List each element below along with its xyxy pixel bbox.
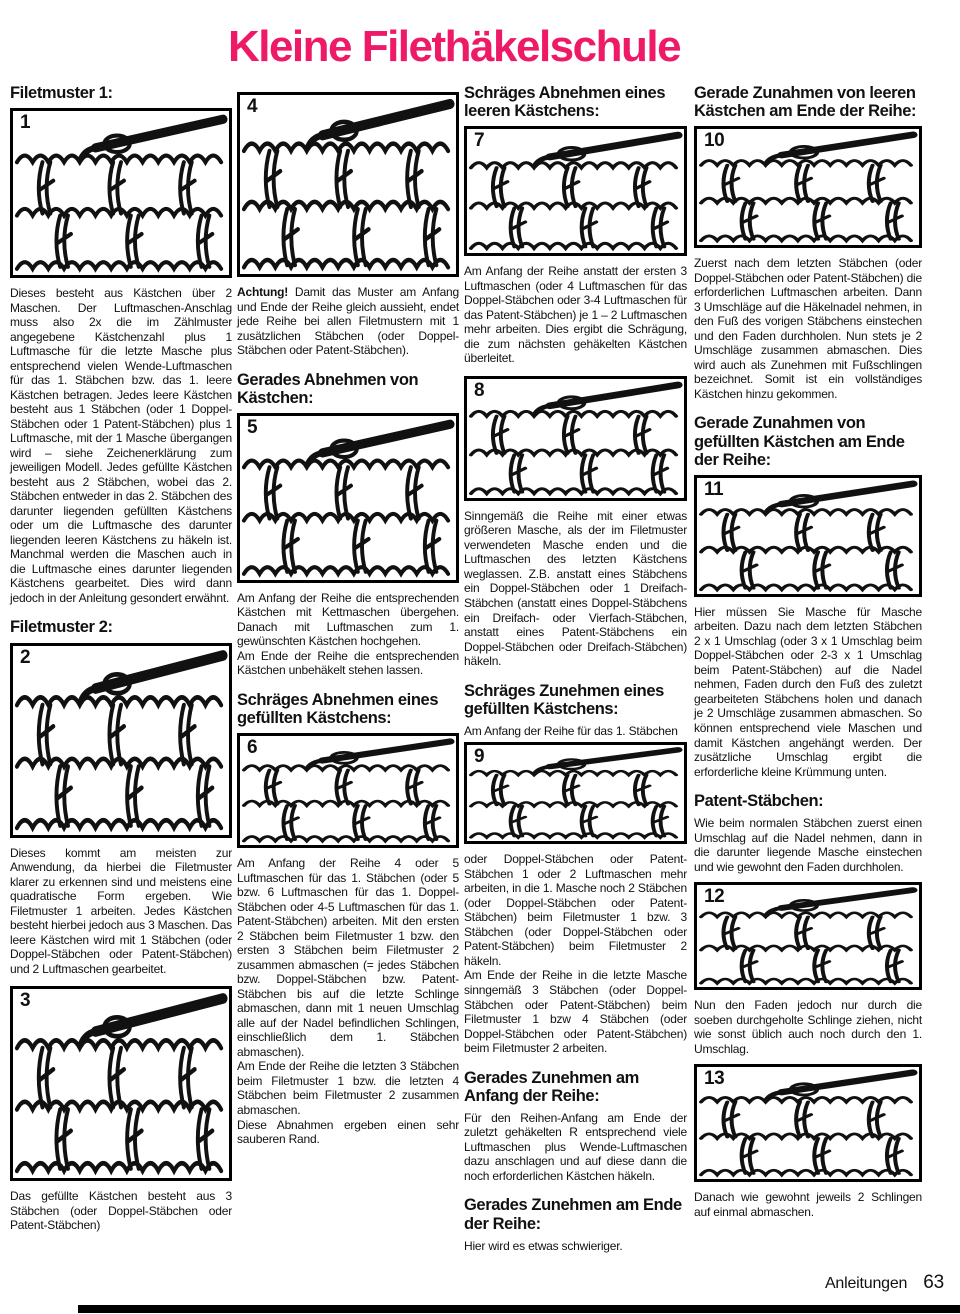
figure-number: 12 [704, 886, 725, 908]
figure-box-1 [10, 108, 232, 278]
paragraph: Am Ende der Reihe die entsprechenden Kästchen unbehäkelt stehen lassen. [237, 648, 459, 678]
section-heading-zunahmen-leer-ende: Gerade Zunahmen von leeren Kästchen am Ende der Reihe: [694, 84, 917, 121]
crochet-diagram-icon [697, 885, 919, 987]
section-heading-zunahmen-gefuellt-ende: Gerade Zunahmen von gefüllten Kästchen am Ende der Reihe: [694, 414, 905, 469]
figure-number: 5 [247, 416, 258, 438]
paragraph: Nun den Faden jedoch nur durch die soeben durchgeholte Schlinge ziehen, nicht wie sonst üblich auch noch durch den 1. Umschlag. [694, 998, 922, 1056]
figure-box-5 [237, 413, 459, 583]
page-number: 63 [923, 1272, 944, 1293]
crochet-diagram-icon [467, 379, 684, 498]
crochet-diagram-icon [13, 646, 229, 835]
paragraph: Am Ende der Reihe in die letzte Masche sinngemäß 3 Stäbchen (oder Doppel-Stäbchen oder Patent-Stäbchen) beim Filetmuster 1 bzw 4 Stäbchen (oder Doppel-Stäbchen oder Patent-Stäbchen) beim Filetmuster 2 arbeiten. [464, 968, 687, 1056]
crochet-diagram-icon [697, 129, 919, 245]
bottom-rule [78, 1305, 960, 1313]
paragraph: Dieses kommt am meisten zur Anwendung, da hierbei die Filetmuster klarer zu erkennen sind und meistens eine quadratische Form ergeben. Wie Filetmuster 1 arbeiten. Jedes Kästchen besteht hierbei jedoch aus 3 Maschen. Das leere Kästchen wird mit 1 Stäbchen (oder Doppel-Stäbchen oder Patent-Stäbchen) und 2 Luftmaschen gearbeitet. [10, 845, 232, 976]
crochet-diagram-icon [697, 1067, 919, 1179]
crochet-diagram-icon [13, 111, 229, 275]
column-2 [237, 92, 459, 1147]
figure-caption: Das gefüllte Kästchen besteht aus 3 Stäbchen (oder Doppel-Stäbchen oder Patent-Stäbchen) [10, 1189, 232, 1233]
achtung-text: Damit das Muster am Anfang und Ende der Reihe gleich aussieht, endet jede Reihe bei allen Filetmustern mit 1 zusätzlichen Stäbchen (oder Doppel-Stäbchen oder Patent-Stäbchen). [237, 285, 459, 358]
section-heading-gerades-abnehmen: Gerades Abnehmen von Kästchen: [237, 370, 419, 407]
figure-box-6 [237, 733, 459, 848]
section-heading-schraeges-abnehmen-leer: Schräges Abnehmen eines leeren Kästchens: [464, 84, 666, 121]
figure-box-7 [464, 126, 687, 256]
paragraph: Diese Abnahmen ergeben einen sehr sauberen Rand. [237, 1117, 459, 1147]
crochet-diagram-icon [697, 478, 919, 594]
figure-box-8 [464, 376, 687, 501]
achtung-label: Achtung! [237, 285, 289, 299]
figure-number: 3 [20, 990, 31, 1012]
figure-number: 7 [474, 130, 485, 152]
lead-line: Am Anfang der Reihe für das 1. Stäbchen [464, 723, 678, 738]
footer-section-label: Anleitungen [824, 1275, 908, 1292]
column-4 [694, 84, 922, 1219]
section-heading-gerades-zunehmen-anfang: Gerades Zunehmen am Anfang der Reihe: [464, 1068, 639, 1105]
figure-number: 8 [474, 379, 485, 401]
figure-box-11 [694, 475, 922, 597]
paragraph: Am Anfang der Reihe anstatt der ersten 3 Luftmaschen (oder 4 Luftmaschen für das Doppel-Stäbchen oder 3-4 Luftmaschen für das Patent-Stäbchen) je 1 – 2 Luftmaschen mehr arbeiten. Dies ergibt die Schrägung, die zum nächsten gehäkelten Kästchen überleitet. [464, 264, 687, 366]
crochet-diagram-icon [240, 416, 456, 580]
page-footer [825, 1272, 944, 1294]
figure-box-12 [694, 882, 922, 990]
crochet-diagram-icon [240, 736, 456, 845]
crochet-diagram-icon [240, 95, 456, 274]
paragraph: Danach wie gewohnt jeweils 2 Schlingen auf einmal abmaschen. [694, 1190, 922, 1219]
figure-box-2 [10, 643, 232, 838]
paragraph: Am Ende der Reihe die letzten 3 Stäbchen beim Filetmuster 1 bzw. die letzten 4 Stäbchen beim Filetmuster 2 zusammen abmaschen. [237, 1059, 459, 1117]
page-title: Kleine Filethäkelschule [227, 22, 681, 71]
paragraph: Hier wird es etwas schwieriger. [464, 1238, 623, 1253]
figure-number: 1 [20, 112, 31, 134]
crochet-diagram-icon [13, 989, 229, 1178]
crochet-diagram-icon [467, 745, 684, 841]
paragraph: oder Doppel-Stäbchen oder Patent-Stäbchen 1 oder 2 Luftmaschen mehr arbeiten, in die 1. Masche noch 2 Stäbchen (oder Doppel-Stäbchen oder Patent-Stäbchen) beim Filetmuster 1 bzw. 3 Stäbchen (oder Doppel-Stäbchen oder Patent-Stäbchen) beim Filetmuster 2 häkeln. [464, 852, 687, 968]
paragraph: Dieses besteht aus Kästchen über 2 Maschen. Der Luftmaschen-Anschlag muss also 2x die im Zählmuster angegebene Kästchenzahl plus 1 Luftmasche für die letzte Masche plus entsprechend vielen Wende-Luftmaschen für das 1. Stäbchen bzw. das 1. leere Kästchen betragen. Jedes leere Kästchen besteht aus 1 Stäbchen (oder 1 Doppel-Stäbchen oder 1 Patent-Stäbchen) plus 1 Luftmasche, mit der 1 Masche übergangen wird – siehe Zeichenerklärung zum jeweiligen Modell. Jedes gefüllte Kästchen besteht aus 2 Stäbchen, wobei das 2. Stäbchen entweder in das 2. Stäbchen des darunter liegenden gefüllten Kästchens oder um die Luftmasche des darunter liegenden leeren Kästchens zu häkeln ist. Manchmal werden die Maschen auch in die Luftmasche eines darunter liegenden Kästchens gearbeitet. Dies wird dann jedoch in der Anleitung gesondert erwähnt. [10, 286, 232, 605]
paragraph: Für den Reihen-Anfang am Ende der zuletzt gehäkelten R entsprechend viele Luftmaschen plus Wende-Luftmaschen dazu anschlagen und auf diese dann die noch erforderlichen Kästchen häkeln. [464, 1110, 687, 1183]
figure-box-9 [464, 742, 687, 844]
figure-box-10 [694, 126, 922, 248]
paragraph: Wie beim normalen Stäbchen zuerst einen Umschlag auf die Nadel nehmen, dann in die darunter liegende Masche einstechen und wie gewohnt den Faden durchholen. [694, 816, 922, 874]
section-heading-schraeges-zunehmen: Schräges Zunehmen eines gefüllten Kästchens: [464, 681, 664, 718]
paragraph: Sinngemäß die Reihe mit einer etwas größeren Masche, als der im Filetmuster verwendeten Masche enden und die Luftmaschen des letzten Kästchens weglassen. Z.B. anstatt eines Stäbchens ein Doppel-Stäbchen oder 1 Dreifach-Stäbchen (anstatt eines Doppel-Stäbchens ein Dreifach- oder Vierfach-Stäbchen, anstatt eines Patent-Stäbchens ein Doppel-Stäbchen oder Dreifach-Stäbchen) häkeln. [464, 508, 687, 669]
figure-number: 13 [704, 1068, 725, 1090]
section-heading-filetmuster-2: Filetmuster 2: [10, 618, 113, 637]
figure-number: 10 [704, 130, 725, 152]
column-3 [464, 84, 687, 1253]
figure-number: 9 [474, 746, 485, 768]
figure-number: 6 [247, 737, 258, 759]
figure-number: 4 [247, 96, 258, 117]
paragraph: Am Anfang der Reihe 4 oder 5 Luftmaschen für das 1. Stäbchen (oder 5 bzw. 6 Luftmaschen für das 1. Doppel-Stäbchen oder 4-5 Luftmaschen für das 1. Patent-Stäbchen) arbeiten. Mit den ersten 2 Stäbchen beim Filetmuster 1 bzw. den ersten 3 Stäbchen beim Filetmuster 2 zusammen abmaschen (= jedes Stäbchen bzw. Doppel-Stäbchen bzw. Patent-Stäbchen bis auf die letzte Schlinge abmaschen, dann mit 1 neuen Umschlag alle auf der Nadel befindlichen Schlingen, einschließlich dem 1. Stäbchen abmaschen). [237, 856, 459, 1059]
paragraph: Zuerst nach dem letzten Stäbchen (oder Doppel-Stäbchen oder Patent-Stäbchen) die erforderlichen Luftmaschen arbeiten. Dann 3 Umschläge auf die Häkelnadel nehmen, in den Fuß des vorigen Stäbchens einstechen und den Faden durchholen. Nun stets je 2 Umschläge zusammen abmaschen. Dies wird auch als Zunehmen mit Fußschlingen bezeichnet. Somit ist ein vollständiges Kästchen hinzu gekommen. [694, 256, 922, 401]
paragraph-achtung [237, 285, 459, 358]
figure-box-4 [237, 92, 459, 277]
section-heading-filetmuster-1: Filetmuster 1: [10, 84, 113, 102]
figure-number: 2 [20, 646, 31, 668]
paragraph: Am Anfang der Reihe die entsprechenden Kästchen mit Kettmaschen übergehen. Danach mit Luftmaschen zum 1. gewünschten Kästchen hochgehen. [237, 590, 459, 649]
section-heading-gerades-zunehmen-ende: Gerades Zunehmen am Ende der Reihe: [464, 1196, 682, 1233]
figure-box-13 [694, 1064, 922, 1182]
figure-box-3 [10, 986, 232, 1181]
paragraph: Hier müssen Sie Masche für Masche arbeiten. Dazu nach dem letzten Stäbchen 2 x 1 Umschlag (oder 3 x 1 Umschlag beim Doppel-Stäbchen oder 2-3 x 1 Umschlag beim Patent-Stäbchen) auf die Nadel nehmen, Faden durch den Fuß des zuletzt gearbeiteten Stäbchens holen und danach je 2 Umschläge zusammen abmaschen. So können entsprechend viele Maschen und damit Kästchen angehängt werden. Der zusätzliche Umschlag ergibt die erforderliche kleine Krümmung unten. [694, 604, 922, 779]
crochet-diagram-icon [467, 129, 684, 253]
column-1 [10, 84, 232, 1233]
section-heading-schraeges-abnehmen-gefuellt: Schräges Abnehmen eines gefüllten Kästchens: [237, 690, 439, 728]
section-heading-patent-staebchen: Patent-Stäbchen: [694, 792, 824, 811]
figure-number: 11 [704, 478, 724, 500]
